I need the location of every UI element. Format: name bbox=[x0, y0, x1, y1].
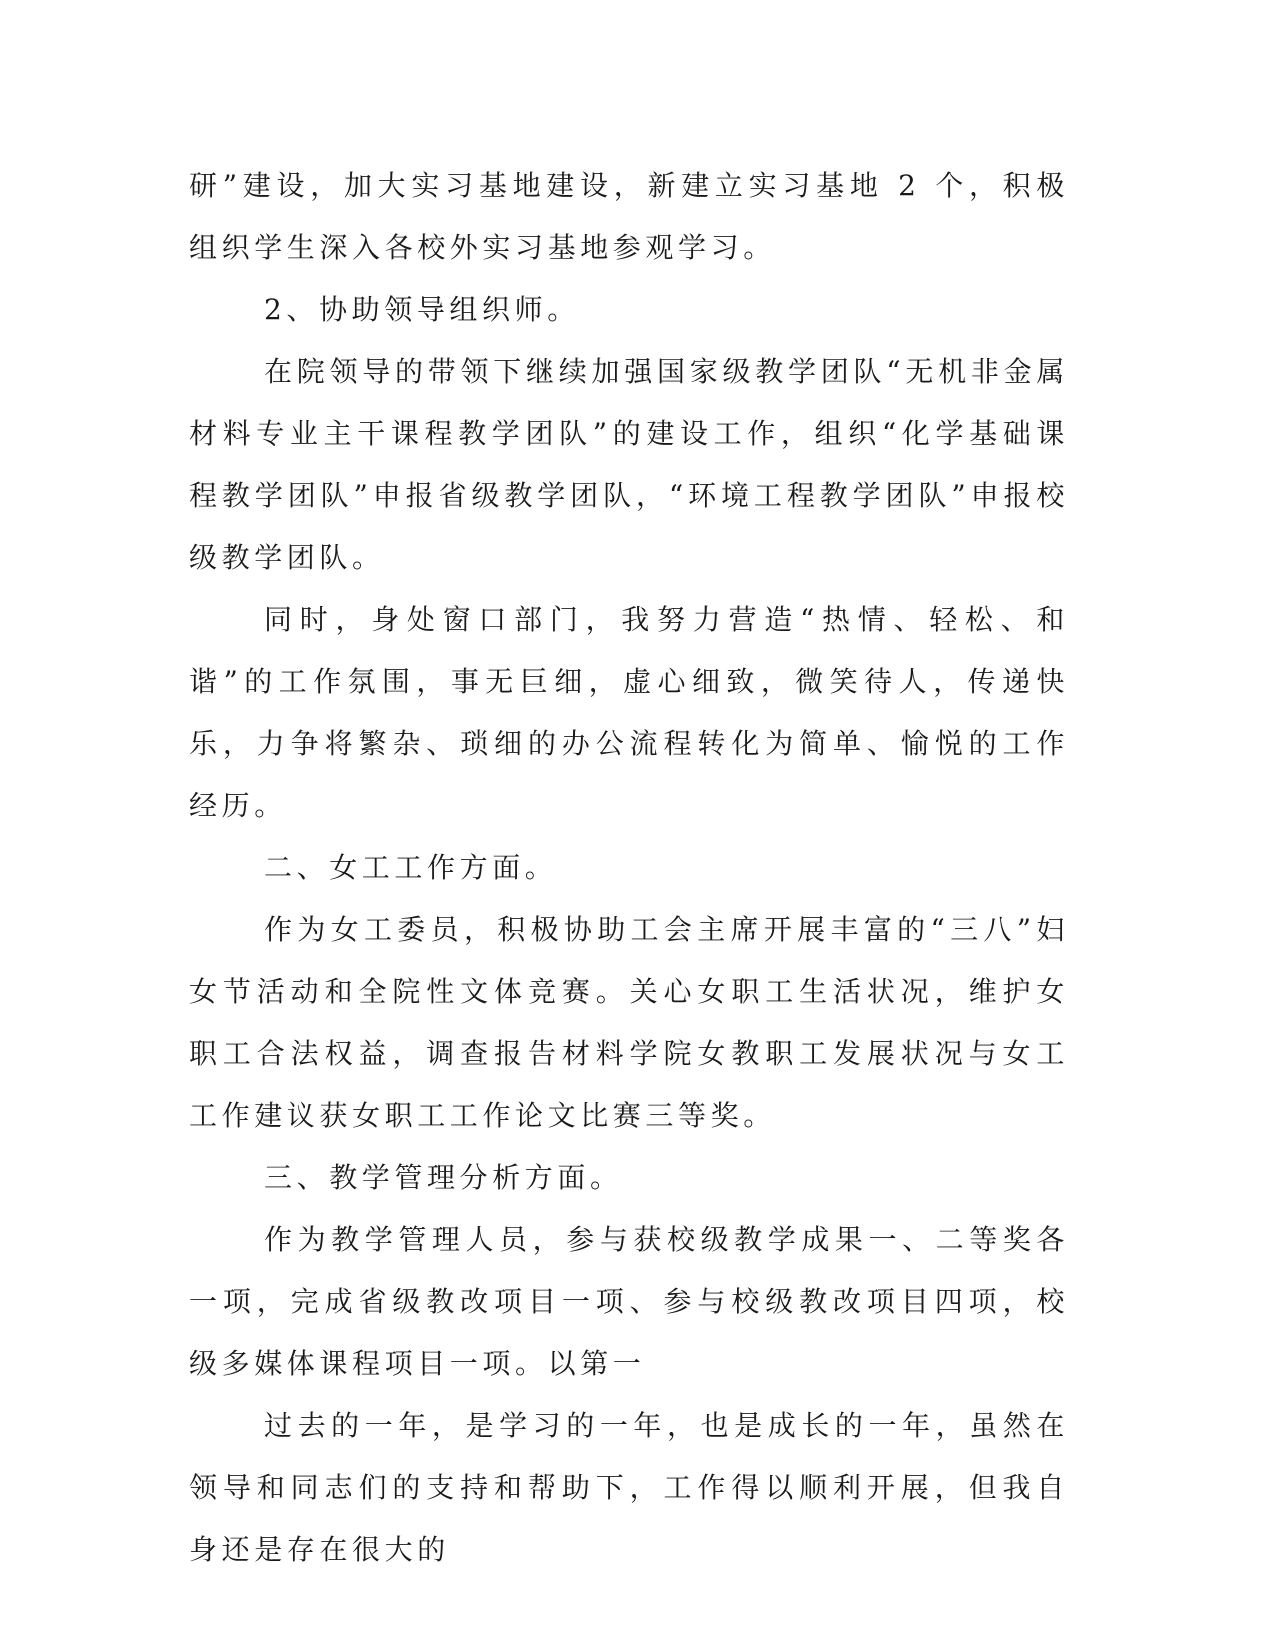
paragraph-9: 过去的一年，是学习的一年，也是成长的一年，虽然在领导和同志们的支持和帮助下，工作得以顺利开展，但我自身还是存在很大的 bbox=[189, 1409, 1069, 1566]
paragraph-7: 三、教学管理分析方面。 bbox=[264, 1161, 623, 1194]
document-body bbox=[189, 155, 1069, 1581]
paragraph-6: 作为女工委员，积极协助工会主席开展丰富的“三八”妇女节活动和全院性文体竞赛。关心女职工生活状况，维护女职工合法权益，调查报告材料学院女教职工发展状况与女工工作建议获女职工工作论文比赛三等奖。 bbox=[189, 913, 1069, 1132]
paragraph-1: 研”建设，加大实习基地建设，新建立实习基地 2 个，积极组织学生深入各校外实习基地参观学习。 bbox=[189, 169, 1069, 264]
paragraph-2: 2、协助领导组织师。 bbox=[264, 293, 580, 326]
paragraph-4: 同时，身处窗口部门，我努力营造“热情、轻松、和谐”的工作氛围，事无巨细，虚心细致，微笑待人，传递快乐，力争将繁杂、琐细的办公流程转化为简单、愉悦的工作经历。 bbox=[189, 603, 1069, 822]
paragraph-8: 作为教学管理人员，参与获校级教学成果一、二等奖各一项，完成省级教改项目一项、参与校级教改项目四项，校级多媒体课程项目一项。以第一 bbox=[189, 1223, 1069, 1380]
paragraph-5: 二、女工工作方面。 bbox=[264, 851, 558, 884]
paragraph-3: 在院领导的带领下继续加强国家级教学团队“无机非金属材料专业主干课程教学团队”的建设工作，组织“化学基础课程教学团队”申报省级教学团队，“环境工程教学团队”申报校级教学团队。 bbox=[189, 355, 1069, 574]
